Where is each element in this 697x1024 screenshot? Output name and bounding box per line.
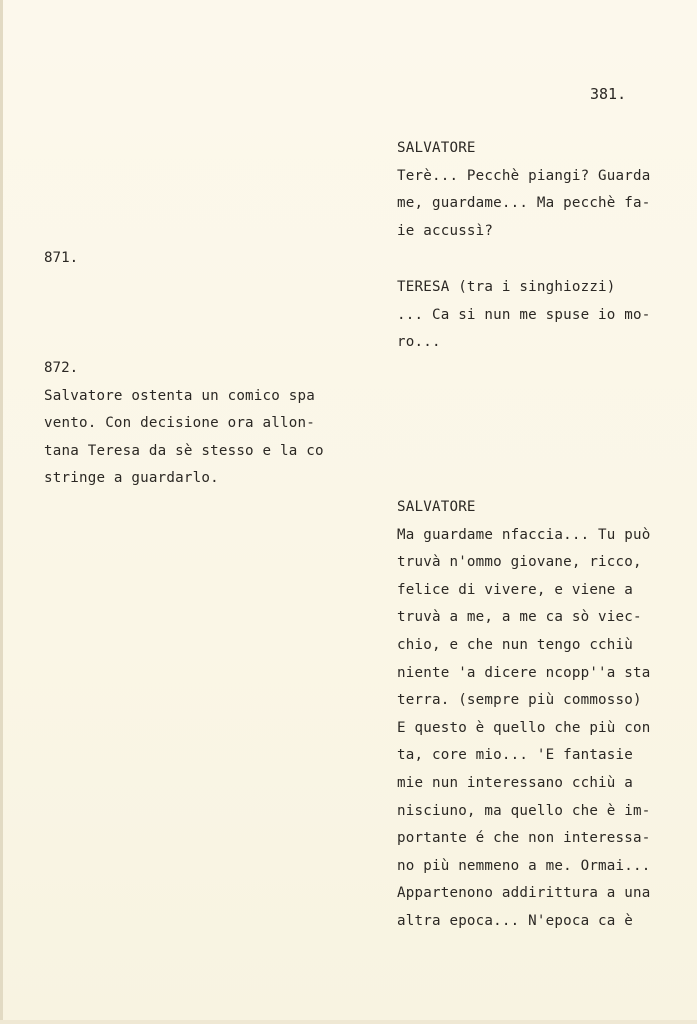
dialogue-line: portante é che non interessa- — [397, 830, 651, 847]
dialogue-line: nisciuno, ma quello che è im- — [397, 802, 651, 819]
dialogue-line: ta, core mio... 'E fantasie — [397, 747, 634, 764]
dialogue-line: no più nemmeno a me. Ormai... — [397, 857, 651, 874]
dialogue-line: felice di vivere, e viene a — [397, 581, 634, 598]
dialogue-line: mie nun interessano cchiù a — [397, 774, 634, 791]
dialogue-line: me, guardame... Ma pecchè fa- — [397, 195, 651, 212]
scene-number-871: 871. — [44, 250, 79, 266]
dialogue-line: E questo è quello che più con — [397, 719, 651, 736]
dialogue-line: niente 'a dicere ncopp''a sta — [397, 664, 651, 681]
dialogue-line: altra epoca... N'epoca ca è — [397, 912, 634, 929]
scene-number-872: 872. — [44, 360, 79, 376]
dialogue-line: Appartenono addirittura a una — [397, 885, 651, 902]
stage-direction-line: Salvatore ostenta un comico spa — [44, 387, 315, 404]
page-bottom-edge — [0, 1020, 697, 1024]
bleed-through-shadow — [44, 600, 344, 800]
dialogue-line: ro... — [397, 334, 441, 351]
left-column — [44, 245, 364, 273]
speaker-name: SALVATORE — [397, 140, 476, 156]
stage-direction-line: tana Teresa da sè stesso e la co — [44, 442, 324, 459]
stage-direction-line: vento. Con decisione ora allon- — [44, 415, 315, 432]
dialogue-line: chio, e che nun tengo cchiù — [397, 636, 634, 653]
dialogue-line: Ma guardame nfaccia... Tu può — [397, 526, 651, 543]
dialogue-line: truvà n'ommo giovane, ricco, — [397, 554, 642, 571]
speaker-name: SALVATORE — [397, 499, 476, 515]
dialogue-block-2 — [397, 274, 687, 357]
page-edge — [0, 0, 3, 1024]
dialogue-line: ie accussì? — [397, 222, 494, 239]
dialogue-line: terra. (sempre più commosso) — [397, 692, 642, 709]
speaker-name: TERESA (tra i singhiozzi) — [397, 279, 616, 295]
dialogue-block-3 — [397, 494, 687, 936]
stage-direction-line: stringe a guardarlo. — [44, 470, 219, 487]
dialogue-block-1 — [397, 135, 687, 245]
page-number: 381. — [590, 85, 627, 103]
scene-872-block — [44, 355, 364, 493]
dialogue-line: ... Ca si nun me spuse io mo- — [397, 306, 651, 323]
dialogue-line: truvà a me, a me ca sò viec- — [397, 609, 642, 626]
dialogue-line: Terè... Pecchè piangi? Guarda — [397, 167, 651, 184]
